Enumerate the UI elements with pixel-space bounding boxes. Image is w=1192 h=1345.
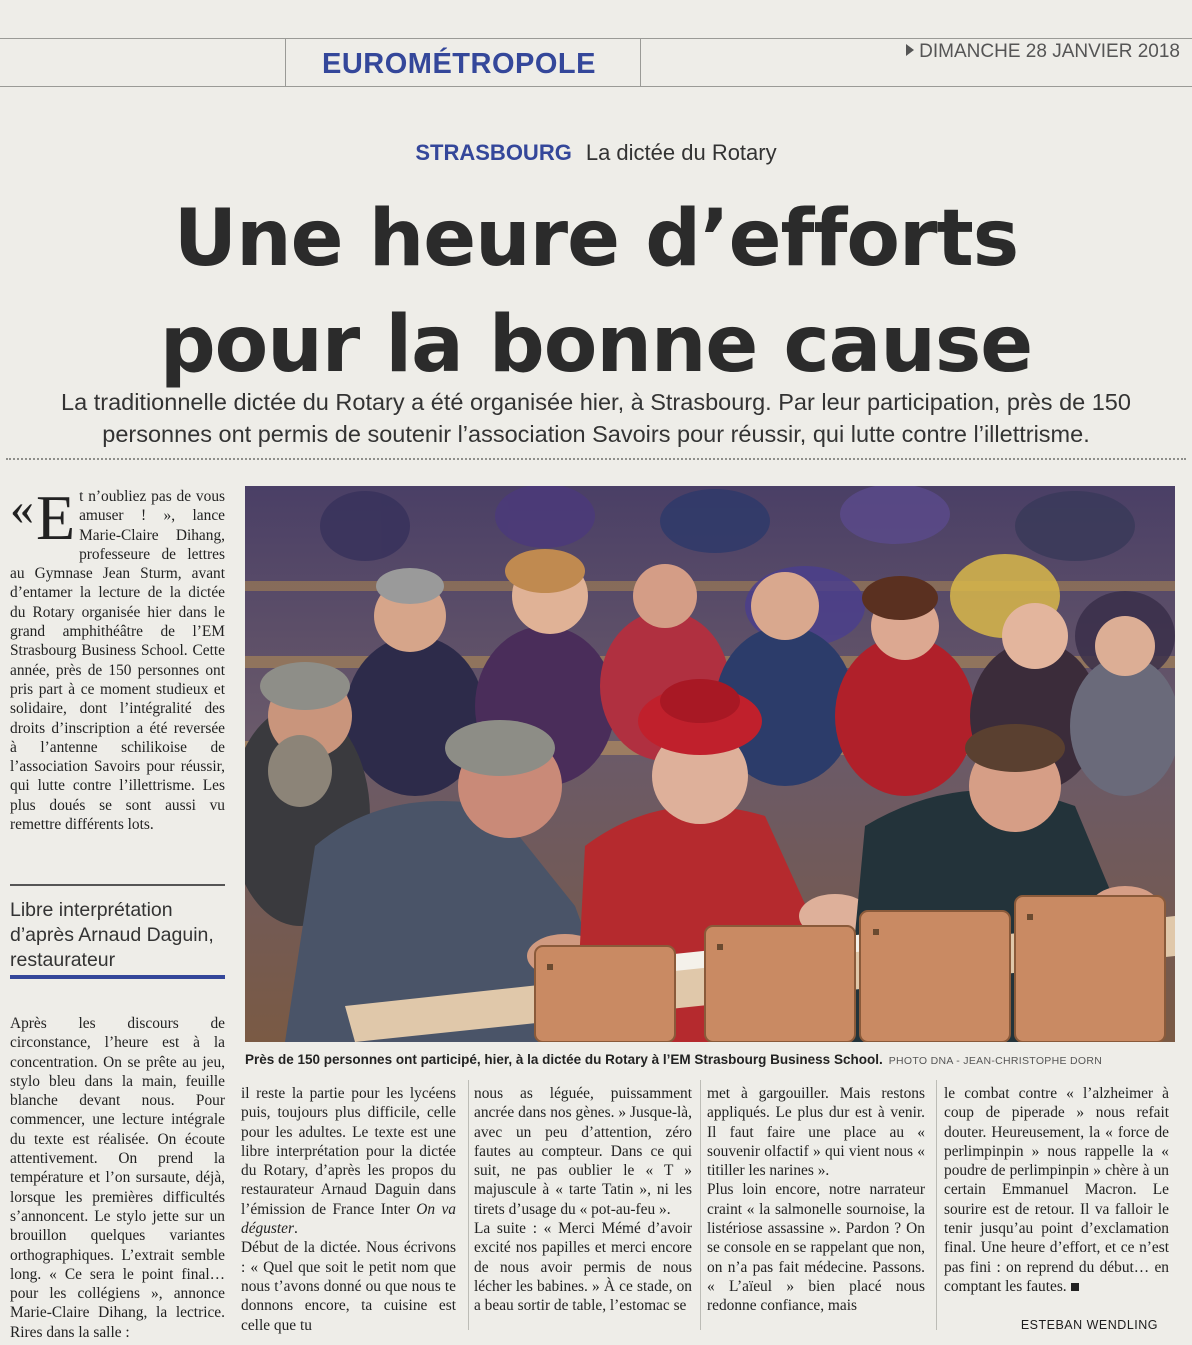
header-bottom-rule [0,86,1192,87]
body-column-2 [241,1084,456,1335]
body-paragraph: met à gargouiller. Mais restons appliqués. Le plus dur est à venir. Il faut faire une place au « souvenir olfactif » qui vient nous « titiller les narines ». [707,1085,925,1180]
body-paragraph [944,1084,1169,1296]
column-separator [936,1080,937,1330]
issue-date [906,41,1180,63]
opening-quote: « [10,482,34,535]
author-signature: ESTEBAN WENDLING [1020,1318,1158,1332]
body-column-3 [474,1084,692,1316]
body-text: le combat contre « l’alzheimer à coup de piperade » nous refait douter. Heureusement, la « force de perlimpinpin » nous rappelle la « poudre de perlimpinpin » chère à un certain Emmanuel Macron. Le sourire est de retour. Il va falloir le tenir jusqu’au point d’exclamation final. Une heure d’effort, et ce n’est pas fini : on reprend du début… en comptant les fautes. [944,1085,1169,1295]
kicker-city: STRASBOURG [415,140,572,165]
intro-paragraph [10,482,225,834]
subhead-accent-bar [10,975,225,979]
article-photo [245,486,1175,1042]
header-divider-right [640,38,641,86]
body-paragraph: Début de la dictée. Nous écrivons : « Quel que soit le petit nom que nous t’avons donné ou que nous te donnons encore, ta cuisine est celle que tu [241,1239,456,1334]
show-title: On va déguster [241,1200,457,1238]
body-column-5 [944,1084,1169,1296]
header-divider-left [285,38,286,86]
header-top-rule [0,38,1192,39]
dictation-hall-illustration [245,486,1175,1042]
issue-date-text: DIMANCHE 28 JANVIER 2018 [919,41,1180,62]
kicker [0,140,1192,166]
drop-cap: E [36,482,76,553]
body-text: . [294,1220,298,1238]
section-title: EUROMÉTROPOLE [322,48,596,80]
body-paragraph: Après les discours de circonstance, l’heure est à la concentration. On se prête au jeu, stylo bleu dans la main, feuille blanche devant nous. Pour commencer, une lecture intégrale du texte est réalisée. On écoute attentivement. On prend la température et l’on sursaute, déjà, lorsque les premières difficultés s’annoncent. Le stylo jette sur un brouillon quelques variantes orthographiques. L’extrait semble long. « Ce sera le point final… pour les collégiens », annonce Marie-Claire Dihang, la lectrice. Rires dans la salle : [10,1015,225,1341]
intro-text: t n’oubliez pas de vous amuser ! », lance Marie-Claire Dihang, professeure de lettres au Gymnase Jean Sturm, avant d’entamer la lecture de la dictée du Rotary organisée hier dans le grand amphithéâtre de l’EM Strasbourg Business School. Cette année, près de 150 personnes ont pris part à ce moment studieux et solidaire, dont l’intégralité des droits d’inscription a été reversée à l’antenne schilikoise de l’association Savoirs pour réussir, qui lutte contre l’illettrisme. Les plus doués se sont aussi vu remettre différents lots. [10,488,225,834]
headline [0,186,1192,398]
subhead-top-rule [10,884,225,886]
body-paragraph: Plus loin encore, notre narrateur craint « la salmonelle sournoise, la listériose assassine ». Pardon ? On se console en se rappelant que non, on n’a pas fait médecine. Passons. « L’aïeul » bien placé nous redonne confiance, mais [707,1181,925,1315]
caption-text: Près de 150 personnes ont participé, hier, à la dictée du Rotary à l’EM Strasbourg Business School. [245,1052,883,1067]
kicker-topic: La dictée du Rotary [585,140,777,165]
headline-line-1: Une heure d’efforts [173,194,1019,284]
headline-line-2: pour la bonne cause [159,300,1033,390]
body-column-4 [707,1084,925,1316]
end-mark-icon [1071,1283,1079,1291]
body-paragraph [241,1084,456,1238]
subheading: Libre interprétation d’après Arnaud Daguin, restaurateur [10,899,214,971]
standfirst-line-2: personnes ont permis de soutenir l’association Savoirs pour réussir, qui lutte contre l’illettrisme. [102,421,1090,447]
standfirst-line-1: La traditionnelle dictée du Rotary a été organisée hier, à Strasbourg. Par leur participation, près de 150 [61,389,1131,415]
standfirst [20,386,1172,450]
body-paragraph: nous as léguée, puissamment ancrée dans nos gènes. » Jusque-là, avec un peu d’attention, zéro fautes au compteur. Dans ce qui suit, ne pas oublier le « T » majuscule à « tarte Tatin », ni les tirets d’usage du « pot-au-feu ». [474,1085,692,1218]
arrow-icon [906,44,914,56]
body-paragraph: La suite : « Merci Mémé d’avoir excité nos papilles et merci encore de nous avoir permis de nous lécher les babines. » À ce stade, on a beau sortir de table, l’estomac se [474,1220,692,1315]
photo-caption [245,1052,1180,1067]
column-separator [468,1080,469,1330]
body-column-1 [10,1014,225,1342]
dotted-divider [6,458,1186,460]
body-text: il reste la partie pour les lycéens puis, toujours plus difficile, celle pour les adultes. Le texte est une libre interprétation pour la dictée du Rotary, d’après les propos du restaurateur Arnaud Daguin dans l’émission de France Inter [241,1085,456,1218]
column-separator [700,1080,701,1330]
photo-credit: PHOTO DNA - JEAN-CHRISTOPHE DORN [888,1055,1103,1067]
